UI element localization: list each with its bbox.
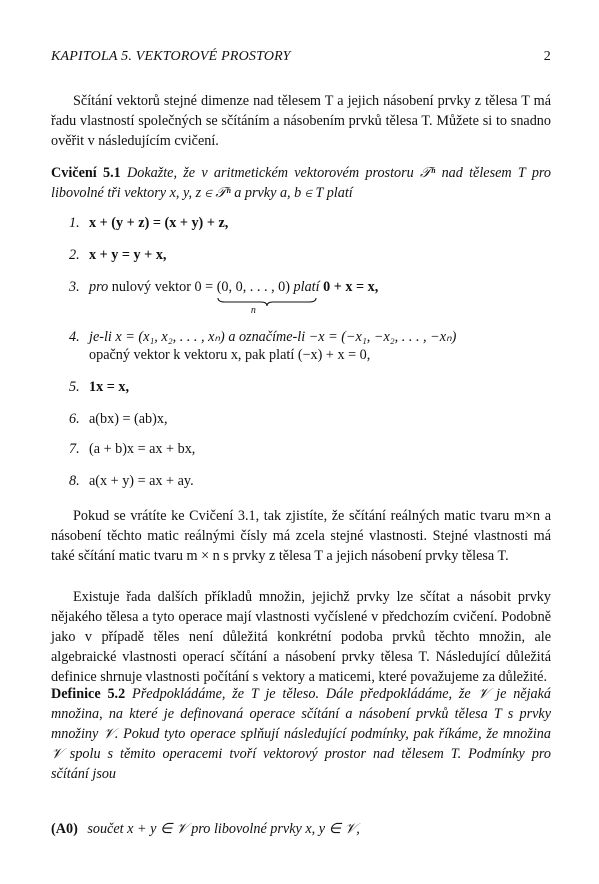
item-formula: 1x = x, (89, 379, 130, 395)
item-formula (89, 277, 549, 316)
exercise-block (51, 163, 551, 203)
condition-a0 (51, 819, 551, 839)
item-text-platí: platí (293, 279, 320, 295)
item-formula: x + y = y + x, (89, 247, 167, 263)
paragraph-2-text: Pokud se vrátíte ke Cvičení 3.1, tak zjistíte, že sčítání reálných matic tvaru m×n a násobení těchto matic reálnými čísly má zcela stejné vlastnosti. Stejné vlastnosti má také sčítání matic tvaru m × n s prvky z tělesa T a jejich násobení prvky tělesa T. (51, 508, 551, 564)
item-number: 8. (69, 473, 80, 489)
item-number: 4. (69, 329, 80, 345)
item-number: 1. (69, 215, 80, 231)
item-formula-end: 0 + x = x, (323, 279, 379, 295)
item-formula: (a + b)x = ax + bx, (89, 441, 196, 457)
item-line-2: opačný vektor k vektoru x, pak platí (−x) + x = 0, (89, 347, 371, 363)
paragraph-matrices (51, 506, 551, 566)
exercise-text: Dokažte, že v aritmetickém vektorovém prostoru 𝒯ⁿ nad tělesem T pro libovolné tři vektory x, y, z ∈ 𝒯ⁿ a prvky a, b ∈ T platí (51, 165, 551, 201)
underbrace-label: n (250, 305, 256, 316)
condition-text: součet x + y ∈ 𝒱 pro libovolné prvky x, y ∈ 𝒱, (87, 821, 360, 837)
condition-label: (A0) (51, 821, 78, 837)
item-formula: x + (y + z) = (x + y) + z, (89, 215, 229, 231)
item-number: 6. (69, 411, 80, 427)
page-number: 2 (543, 49, 551, 64)
item-text-pre: pro (89, 279, 109, 295)
item-formula: a(x + y) = ax + ay. (89, 473, 194, 489)
item-number: 3. (69, 279, 80, 295)
definition-text: Předpokládáme, že T je těleso. Dále předpokládáme, že 𝒱 je nějaká množina, na které je definovaná operace sčítání a násobení prvků tělesa T s prvky množiny 𝒱. Pokud tyto operace splňují následující podmínky, pak říkáme, že množina 𝒱 spolu s těmito operacemi tvoří vektorový prostor nad tělesem T. Podmínky pro sčítání jsou (51, 686, 552, 782)
running-header (51, 49, 551, 65)
item-text-mid: nulový vektor 0 = (111, 279, 214, 295)
underbrace-tuple (216, 277, 290, 316)
chapter-title: KAPITOLA 5. VEKTOROVÉ PROSTORY (51, 49, 291, 64)
paragraph-examples (51, 587, 551, 687)
paragraph-3-text: Existuje řada dalších příkladů množin, jejichž prvky lze sčítat a násobit prvky nějakého tělesa a tyto operace mají vlastnosti vyčíslené v předchozím cvičení. Podobně jako v případě těles není důležitá konkrétní podoba prvků těchto množin, ale algebraické vlastnosti operací sčítání a násobení prvky tělesa T. Následující důležitá definice shrnuje vlastnosti počítání s vektory a maticemi, které považujeme za důležité. (51, 589, 551, 685)
item-formula: a(bx) = (ab)x, (89, 411, 168, 427)
definition-block (51, 684, 551, 784)
intro-paragraph (51, 91, 551, 151)
item-number: 7. (69, 441, 80, 457)
item-line-1: je-li x = (x₁, x₂, . . . , xₙ) a označíme-li −x = (−x₁, −x₂, . . . , −xₙ) (89, 329, 457, 345)
zero-tuple: (0, 0, . . . , 0) (216, 279, 290, 295)
item-number: 5. (69, 379, 80, 395)
exercise-label: Cvičení 5.1 (51, 165, 121, 181)
item-number: 2. (69, 247, 80, 263)
intro-text: Sčítání vektorů stejné dimenze nad tělesem T a jejich násobení prvky z tělesa T má řadu vlastností společných se sčítáním a násobením prvků tělesa T. Můžete si to snadno ověřit v následujícím cvičení. (51, 93, 551, 149)
definition-label: Definice 5.2 (51, 686, 126, 702)
